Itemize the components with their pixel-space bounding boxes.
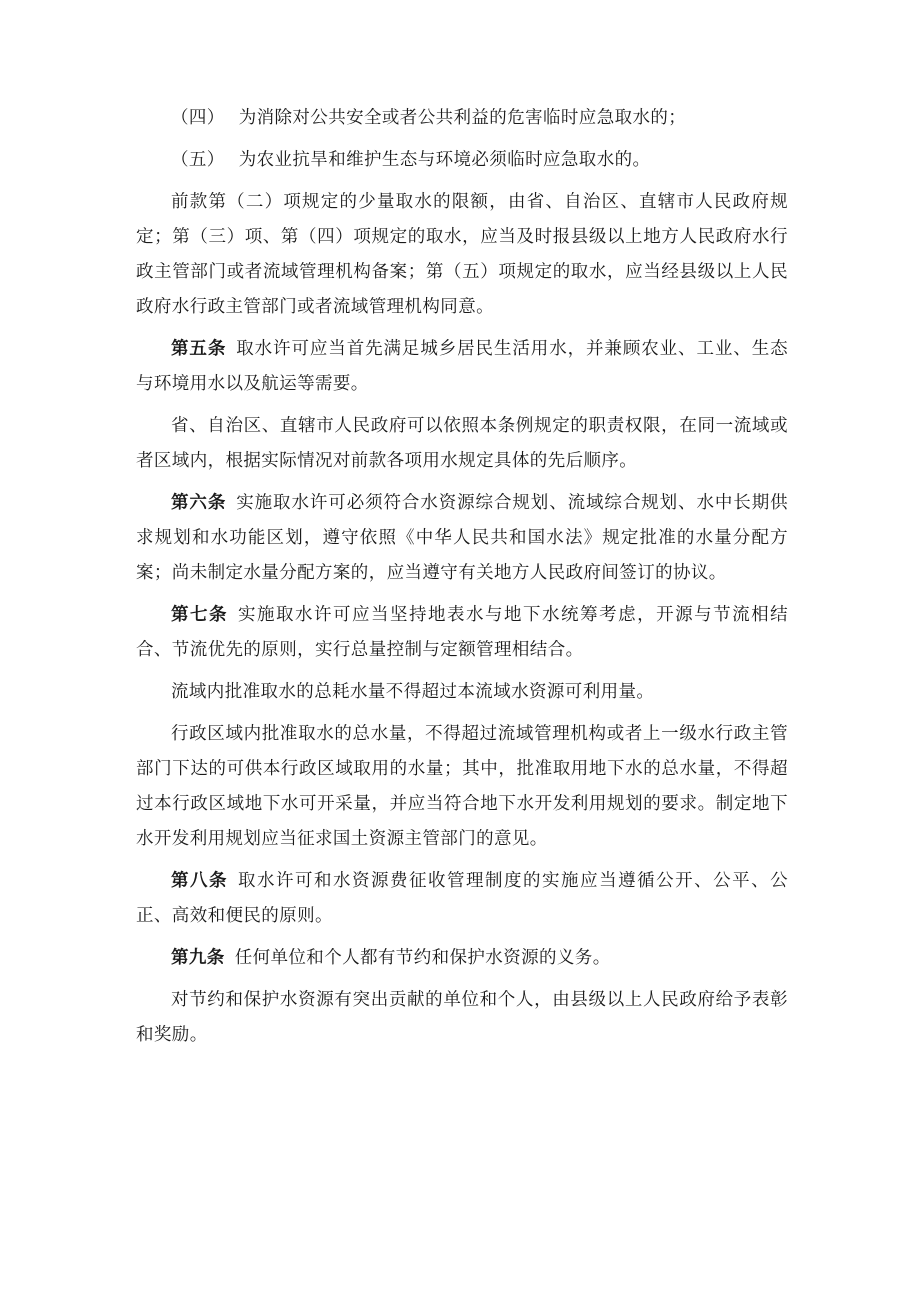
- article-8: [136, 864, 788, 934]
- article-7: [136, 598, 788, 668]
- article-label: 第五条: [171, 339, 227, 359]
- item-five: [136, 143, 788, 178]
- paragraph: [136, 983, 788, 1053]
- item-label: （四）: [171, 108, 225, 128]
- paragraph-text: 实施取水许可必须符合水资源综合规划、流域综合规划、水中长期供求规划和水功能区划，遵守依照《中华人民共和国水法》规定批准的水量分配方案；尚未制定水量分配方案的，应当遵守有关地方人民政府间签订的协议。: [136, 493, 789, 583]
- paragraph: [136, 185, 788, 325]
- paragraph: [136, 717, 788, 857]
- article-label: 第九条: [171, 948, 225, 968]
- paragraph-text: 取水许可和水资源费征收管理制度的实施应当遵循公开、公平、公正、高效和便民的原则。: [136, 871, 788, 926]
- article-label: 第七条: [171, 605, 229, 625]
- paragraph-text: 前款第（二）项规定的少量取水的限额，由省、自治区、直辖市人民政府规定；第（三）项、第（四）项规定的取水，应当及时报县级以上地方人民政府水行政主管部门或者流域管理机构备案；第（五）项规定的取水，应当经县级以上人民政府水行政主管部门或者流域管理机构同意。: [136, 192, 788, 317]
- paragraph-text: 省、自治区、直辖市人民政府可以依照本条例规定的职责权限，在同一流域或者区域内，根据实际情况对前款各项用水规定具体的先后顺序。: [136, 416, 788, 471]
- paragraph-text: 实施取水许可应当坚持地表水与地下水统筹考虑，开源与节流相结合、节流优先的原则，实行总量控制与定额管理相结合。: [136, 605, 788, 660]
- article-label: 第八条: [171, 871, 229, 891]
- item-four: [136, 101, 788, 136]
- paragraph-text: 取水许可应当首先满足城乡居民生活用水，并兼顾农业、工业、生态与环境用水以及航运等需要。: [136, 339, 789, 394]
- item-label: （五）: [171, 150, 225, 170]
- article-label: 第六条: [171, 493, 227, 513]
- paragraph-text: 为农业抗旱和维护生态与环境必须临时应急取水的。: [238, 150, 651, 170]
- paragraph: [136, 409, 788, 479]
- paragraph-text: 任何单位和个人都有节约和保护水资源的义务。: [234, 948, 611, 968]
- paragraph: [136, 675, 788, 710]
- paragraph-text: 行政区域内批准取水的总水量，不得超过流域管理机构或者上一级水行政主管部门下达的可供本行政区域取用的水量；其中，批准取用地下水的总水量，不得超过本行政区域地下水可开采量，并应当符合地下水开发利用规划的要求。制定地下水开发利用规划应当征求国土资源主管部门的意见。: [136, 724, 788, 849]
- paragraph-text: 对节约和保护水资源有突出贡献的单位和个人，由县级以上人民政府给予表彰和奖励。: [136, 990, 788, 1045]
- article-6: [136, 486, 788, 591]
- paragraph-text: 流域内批准取水的总耗水量不得超过本流域水资源可利用量。: [171, 682, 655, 702]
- article-5: [136, 332, 788, 402]
- article-9: [136, 941, 788, 976]
- paragraph-text: 为消除对公共安全或者公共利益的危害临时应急取水的；: [238, 108, 687, 128]
